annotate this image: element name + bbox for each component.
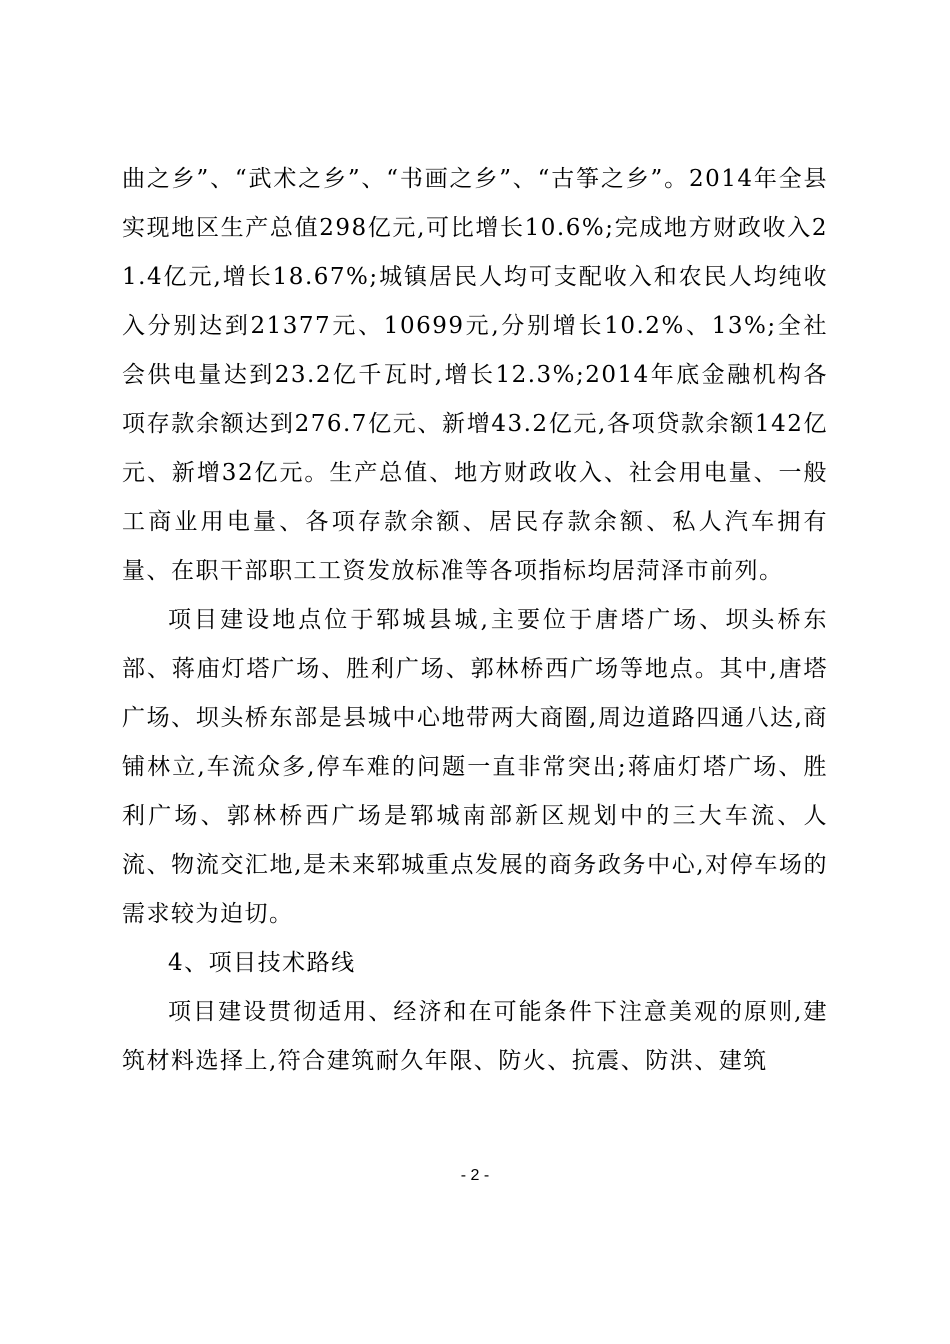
section-heading: 4、项目技术路线 <box>168 950 356 976</box>
page-number: - 2 - <box>460 1167 490 1184</box>
document-body <box>122 155 828 1086</box>
paragraph-statistics: 曲之乡”、“武术之乡”、“书画之乡”、“古筝之乡”。2014年全县实现地区生产总值298亿元,可比增长10.6%;完成地方财政收入21.4亿元,增长18.67%;城镇居民人均可支配收入和农民人均纯收入分别达到21377元、10699元,分别增长10.2%、13%;全社会供电量达到23.2亿千瓦时,增长12.3%;2014年底金融机构各项存款余额达到276.7亿元、新增43.2亿元,各项贷款余额142亿元、新增32亿元。生产总值、地方财政收入、社会用电量、一般工商业用电量、各项存款余额、居民存款余额、私人汽车拥有量、在职干部职工工资发放标准等各项指标均居菏泽市前列。 <box>122 166 828 584</box>
paragraph-technical-route: 项目建设贯彻适用、经济和在可能条件下注意美观的原则,建筑材料选择上,符合建筑耐久年限、防火、抗震、防洪、建筑 <box>122 999 828 1074</box>
paragraph-project-location: 项目建设地点位于郓城县城,主要位于唐塔广场、坝头桥东部、蒋庙灯塔广场、胜利广场、郭林桥西广场等地点。其中,唐塔广场、坝头桥东部是县城中心地带两大商圈,周边道路四通八达,商铺林立,车流众多,停车难的问题一直非常突出;蒋庙灯塔广场、胜利广场、郭林桥西广场是郓城南部新区规划中的三大车流、人流、物流交汇地,是未来郓城重点发展的商务政务中心,对停车场的需求较为迫切。 <box>122 607 828 927</box>
